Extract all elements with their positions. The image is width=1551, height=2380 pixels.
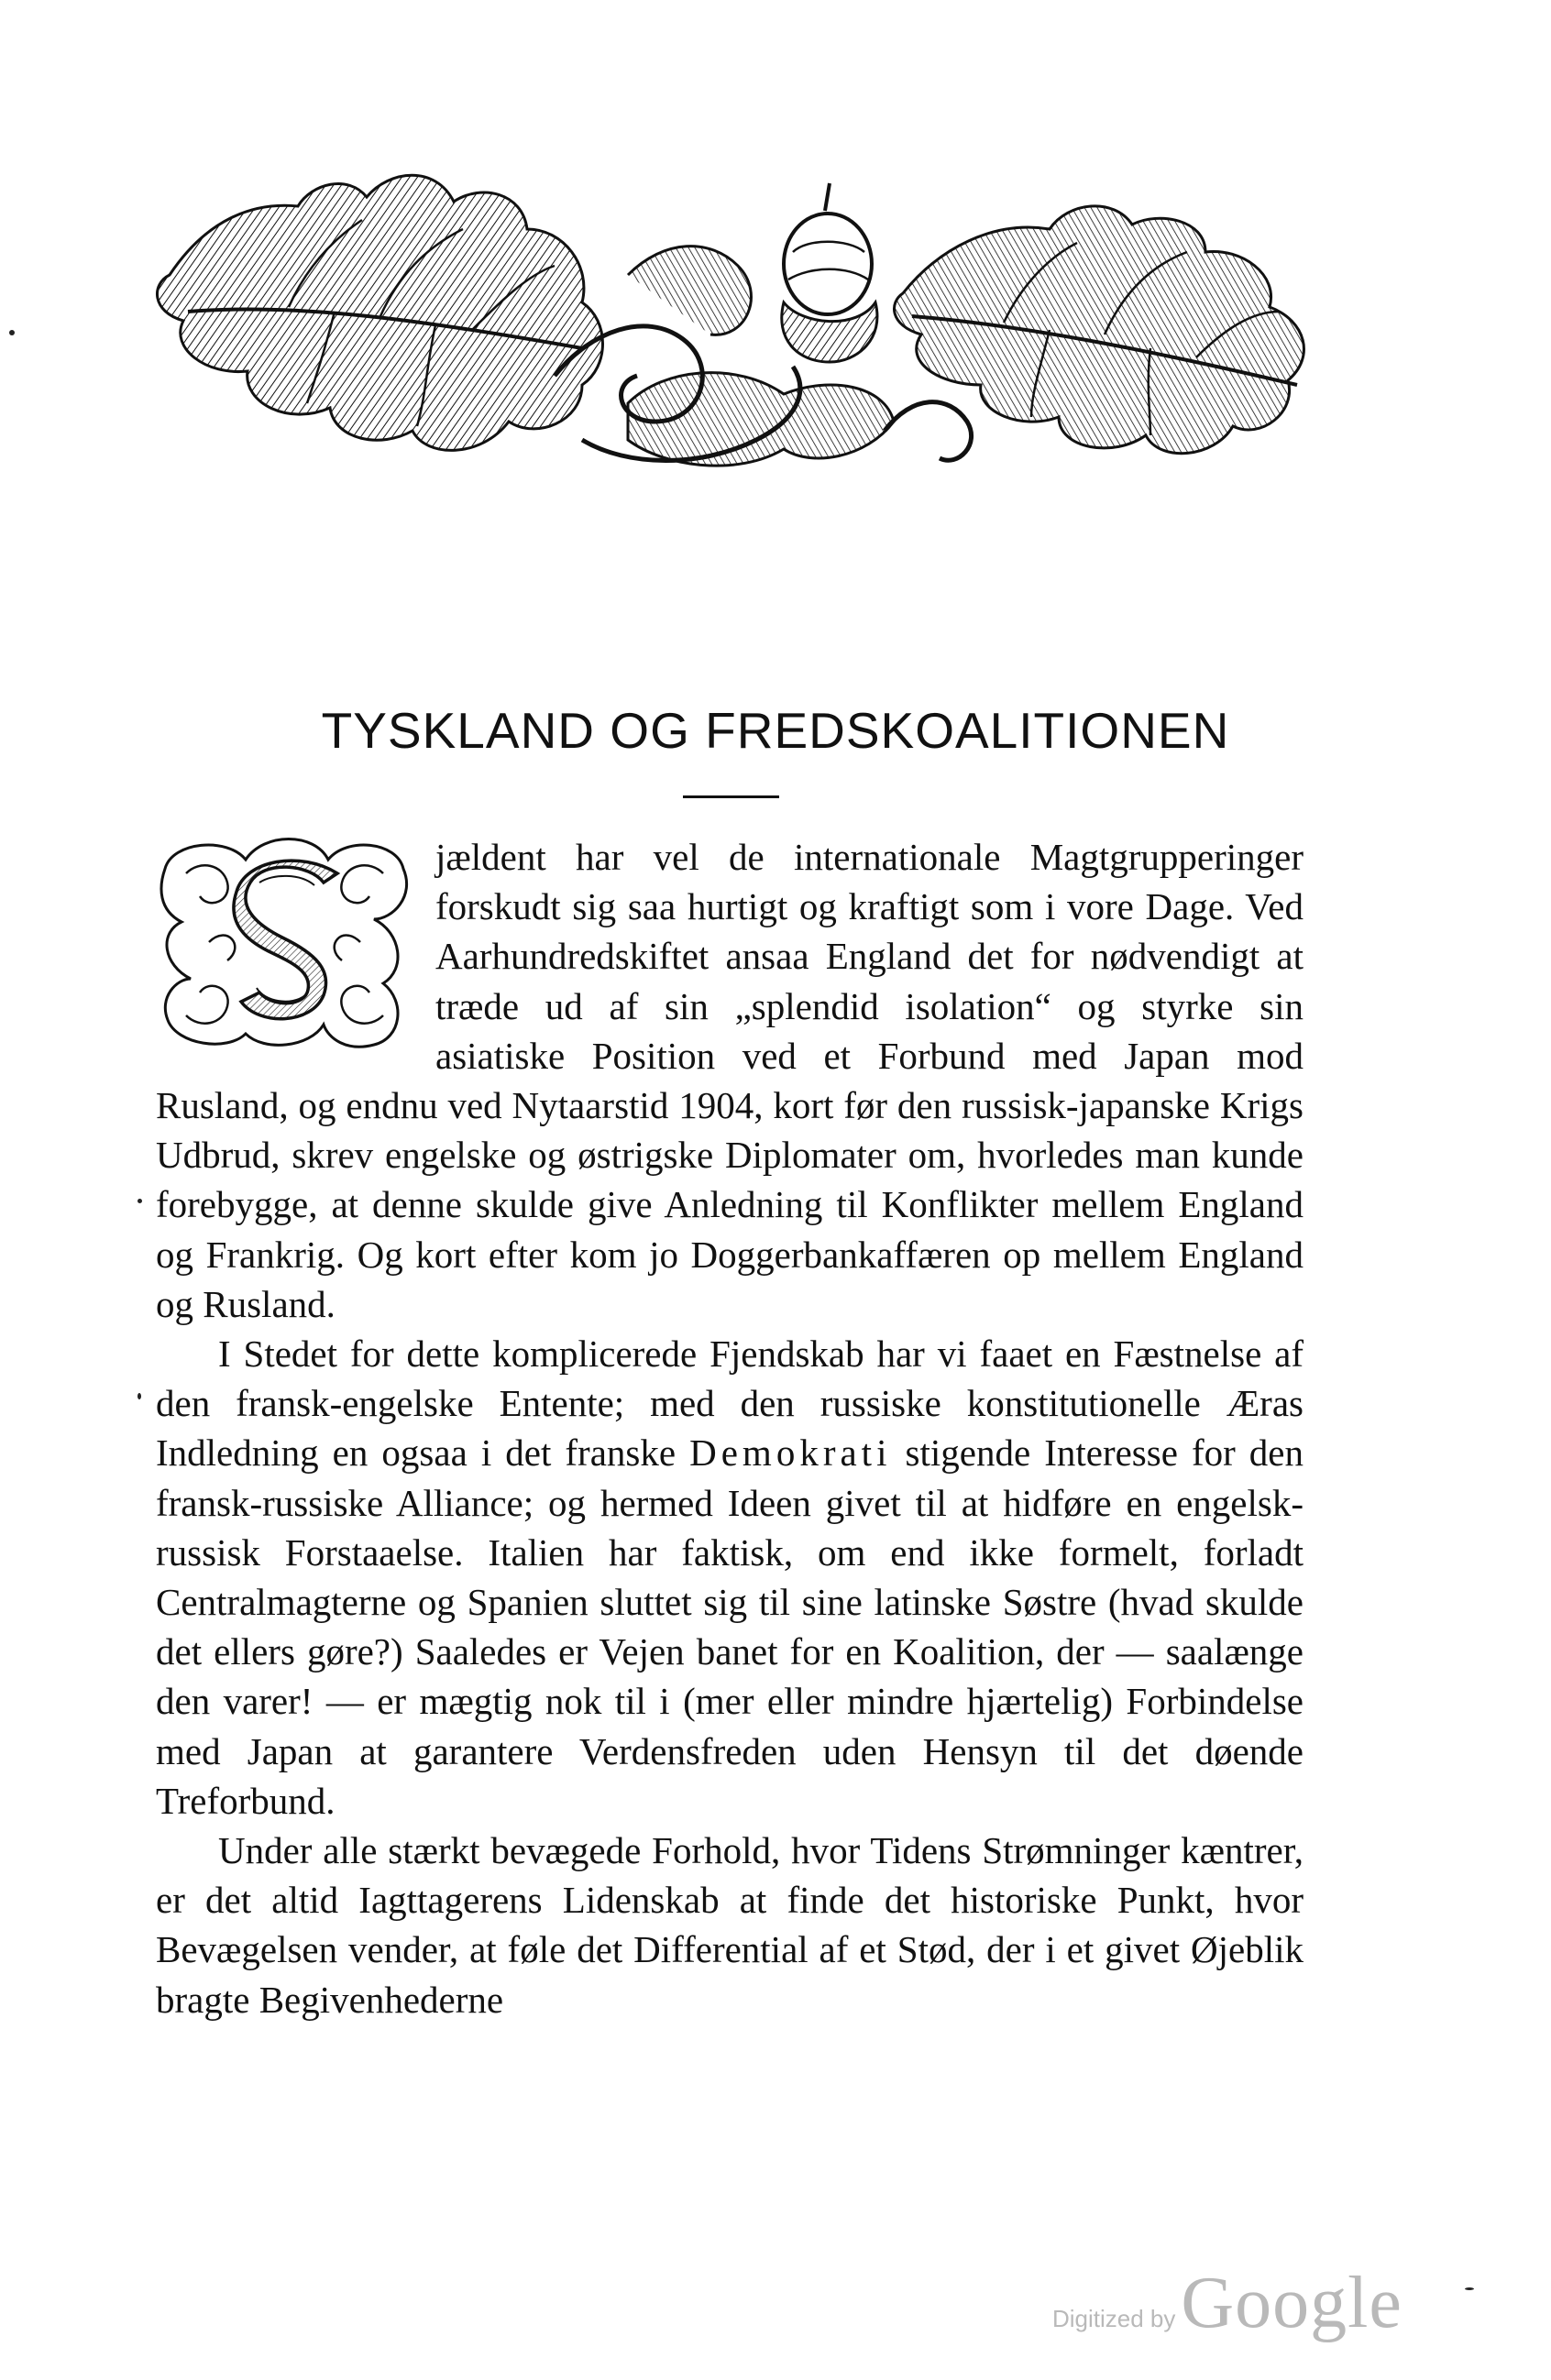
paragraph-3 <box>156 1826 1304 2024</box>
paragraph-2 <box>156 1329 1304 1826</box>
scan-speck <box>1465 2287 1474 2290</box>
paragraph-text: Under alle stærkt bevægede Forhold, hvor Tidens Strømninger kæntrer, er det altid Iagttagerens Lidenskab at finde det historiske Punkt, hvor Bevægelsen vender, at føle det Differential af et Stød, der i et givet Øjeblik bragte Begivenhederne <box>156 1829 1304 2021</box>
chapter-title: TYSKLAND OG FREDSKOALITIONEN <box>321 702 1230 759</box>
scan-speck <box>9 330 15 335</box>
paragraph-1 <box>156 832 1304 1329</box>
google-logo: Google <box>1181 2263 1402 2343</box>
digitized-watermark <box>1052 2262 1402 2345</box>
spaced-word: Demokrati <box>689 1431 892 1475</box>
paragraph-text: I Stedet for dette komplicerede Fjendskab har vi faaet en Fæstnelse af den fransk-engelske Entente; med den russiske konstitutionelle Æras Indledning en ogsaa i det franske <box>156 1333 1304 1475</box>
dropcap-letter <box>156 832 435 1072</box>
watermark-prefix: Digitized by <box>1052 2305 1176 2332</box>
title-divider <box>683 795 779 798</box>
scan-speck <box>138 1199 142 1203</box>
paragraph-text: stigende Interesse for den fransk-russiske Alliance; og hermed Ideen givet til at hidføre en engelsk-russisk Forstaaelse. Italien har faktisk, om end ikke formelt, forladt Centralmagterne og Spanien sluttet sig til sine latinske Søstre (hvad skulde det ellers gøre?) Saaledes er Vejen banet for en Koalition, der — saalænge den varer! — er mægtig nok til i (mer eller mindre hjærtelig) Forbindelse med Japan at garantere Verdensfreden uden Hensyn til det døende Treforbund. <box>156 1431 1304 1822</box>
body-text <box>156 832 1304 2024</box>
scan-speck <box>138 1393 141 1399</box>
oak-leaf-and-acorn-icon <box>151 165 1334 490</box>
paragraph-text: jældent har vel de internationale Magtgrupperinger forskudt sig saa hurtigt og kraftigt som i vore Dage. Ved Aarhundredskiftet ansaa England det for nødvendigt at træde ud af sin „splendid isolation“ og styrke sin asiatiske Position ved et Forbund med Japan mod Rusland, og endnu ved Nytaarstid 1904, kort før den russisk-japanske Krigs Udbrud, skrev engelske og østrigske Diplomater om, hvorledes man kunde forebygge, at denne skulde give Anledning til Konflikter mellem England og Frankrig. Og kort efter kom jo Doggerbankaffæren op mellem England og Rusland. <box>156 836 1304 1325</box>
